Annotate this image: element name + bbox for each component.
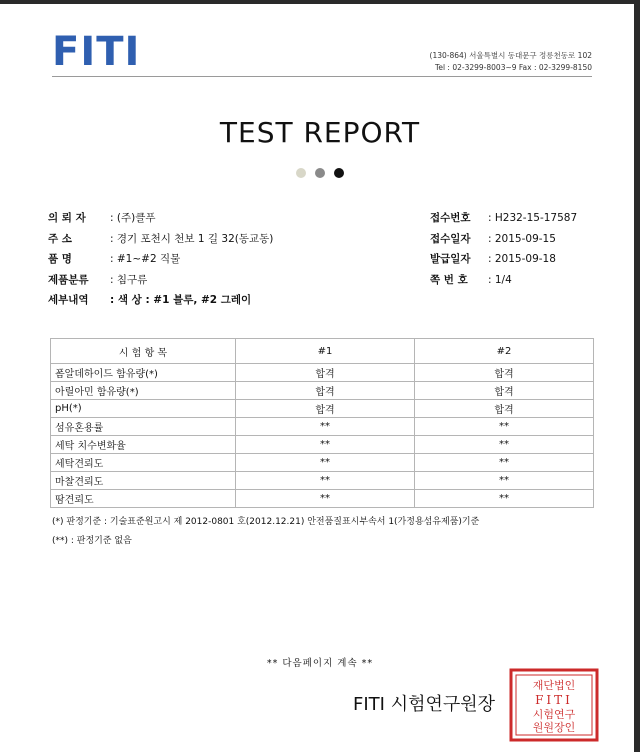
test-item-cell: 폼알데하이드 함유량(*) xyxy=(51,364,236,382)
page-right-border xyxy=(634,0,640,752)
header-divider xyxy=(52,76,592,77)
table-row xyxy=(51,364,594,382)
fiti-logo: FITI xyxy=(52,29,141,75)
dot-light xyxy=(296,168,306,178)
result-cell: ** xyxy=(236,436,415,454)
info-label: 품 명 xyxy=(48,253,72,266)
header-contact: Tel : 02-3299-8003~9 Fax : 02-3299-8150 xyxy=(435,63,592,72)
test-item-cell: pH(*) xyxy=(51,400,236,418)
result-cell: 합격 xyxy=(236,382,415,400)
table-row xyxy=(51,400,594,418)
table-row xyxy=(51,418,594,436)
info-value: : 2015-09-15 xyxy=(488,232,556,245)
header-address: (130-864) 서울특별시 동대문구 정릉천동로 102 xyxy=(429,51,592,60)
info-row-receipt-number xyxy=(430,208,577,229)
info-label: 의 뢰 자 xyxy=(48,212,86,225)
note-no-criteria: (**) : 판정기준 없음 xyxy=(52,536,132,546)
header-address-block xyxy=(430,50,592,74)
table-row xyxy=(51,490,594,508)
info-value: : 경기 포천시 천보 1 길 32(동교동) xyxy=(110,232,274,245)
dot-black xyxy=(334,168,344,178)
result-cell: ** xyxy=(415,436,594,454)
result-cell: ** xyxy=(236,418,415,436)
info-value: : 2015-09-18 xyxy=(488,253,556,266)
dot-gray xyxy=(315,168,325,178)
info-value: : 1/4 xyxy=(488,273,512,286)
page-top-border xyxy=(0,0,640,4)
info-row-receipt-date xyxy=(430,229,577,250)
info-label: 쪽 번 호 xyxy=(430,273,468,286)
result-cell: 합격 xyxy=(415,400,594,418)
info-label: 주 소 xyxy=(48,232,72,245)
result-cell: ** xyxy=(236,454,415,472)
seal-text-line-4: 원원장인 xyxy=(532,721,576,734)
column-header-test-item: 시 험 항 목 xyxy=(51,339,236,364)
info-row-product xyxy=(48,249,273,270)
seal-text-line-2: FITI xyxy=(535,693,573,707)
seal-text-line-1: 재단법인 xyxy=(532,679,576,692)
report-title: TEST REPORT xyxy=(219,116,421,149)
result-cell: 합격 xyxy=(236,400,415,418)
test-item-cell: 섬유혼용률 xyxy=(51,418,236,436)
info-value: : 색 상 : #1 블루, #2 그레이 xyxy=(110,294,252,307)
test-item-cell: 마찰견뢰도 xyxy=(51,472,236,490)
info-row-details xyxy=(48,290,273,311)
info-row-address xyxy=(48,229,273,250)
notes xyxy=(52,513,479,551)
result-cell: 합격 xyxy=(415,382,594,400)
result-cell: ** xyxy=(415,454,594,472)
continued-notice: ** 다음페이지 계속 ** xyxy=(266,658,374,669)
note-criteria: (*) 판정기준 : 기술표준원고시 제 2012-0801 호(2012.12.21) 안전품질표시부속서 1(가정용섬유제품)기준 xyxy=(52,517,480,527)
result-cell: 합격 xyxy=(415,364,594,382)
decorative-dots xyxy=(296,168,344,178)
result-cell: ** xyxy=(415,418,594,436)
column-header-sample-1: #1 xyxy=(236,339,415,364)
info-row-issue-date xyxy=(430,249,577,270)
signature-line: FITI 시험연구원장 xyxy=(353,694,496,715)
table-header-row xyxy=(51,339,594,364)
table-row xyxy=(51,436,594,454)
result-cell: 합격 xyxy=(236,364,415,382)
info-row-page-number xyxy=(430,270,577,291)
seal-text-line-3: 시험연구 xyxy=(532,708,576,721)
info-row-client xyxy=(48,208,273,229)
info-value: : (주)클푸 xyxy=(110,212,156,225)
client-info xyxy=(48,208,273,311)
table-row xyxy=(51,472,594,490)
info-row-category xyxy=(48,270,273,291)
result-cell: ** xyxy=(415,472,594,490)
result-cell: ** xyxy=(236,490,415,508)
info-label: 제품분류 xyxy=(48,273,89,286)
info-value: : 침구류 xyxy=(110,273,148,286)
test-item-cell: 땀견뢰도 xyxy=(51,490,236,508)
test-item-cell: 아릴아민 함유량(*) xyxy=(51,382,236,400)
info-label: 발급일자 xyxy=(430,253,471,266)
test-results-table xyxy=(50,338,594,508)
result-cell: ** xyxy=(415,490,594,508)
column-header-sample-2: #2 xyxy=(415,339,594,364)
info-label: 접수번호 xyxy=(430,212,471,225)
info-label: 세부내역 xyxy=(48,294,89,307)
result-cell: ** xyxy=(236,472,415,490)
info-label: 접수일자 xyxy=(430,232,471,245)
table-row xyxy=(51,382,594,400)
report-info xyxy=(430,208,577,290)
table-row xyxy=(51,454,594,472)
test-item-cell: 세탁견뢰도 xyxy=(51,454,236,472)
info-value: : H232-15-17587 xyxy=(488,212,578,225)
test-item-cell: 세탁 치수변화율 xyxy=(51,436,236,454)
info-value: : #1~#2 직물 xyxy=(110,253,181,266)
official-seal-stamp xyxy=(508,667,600,743)
